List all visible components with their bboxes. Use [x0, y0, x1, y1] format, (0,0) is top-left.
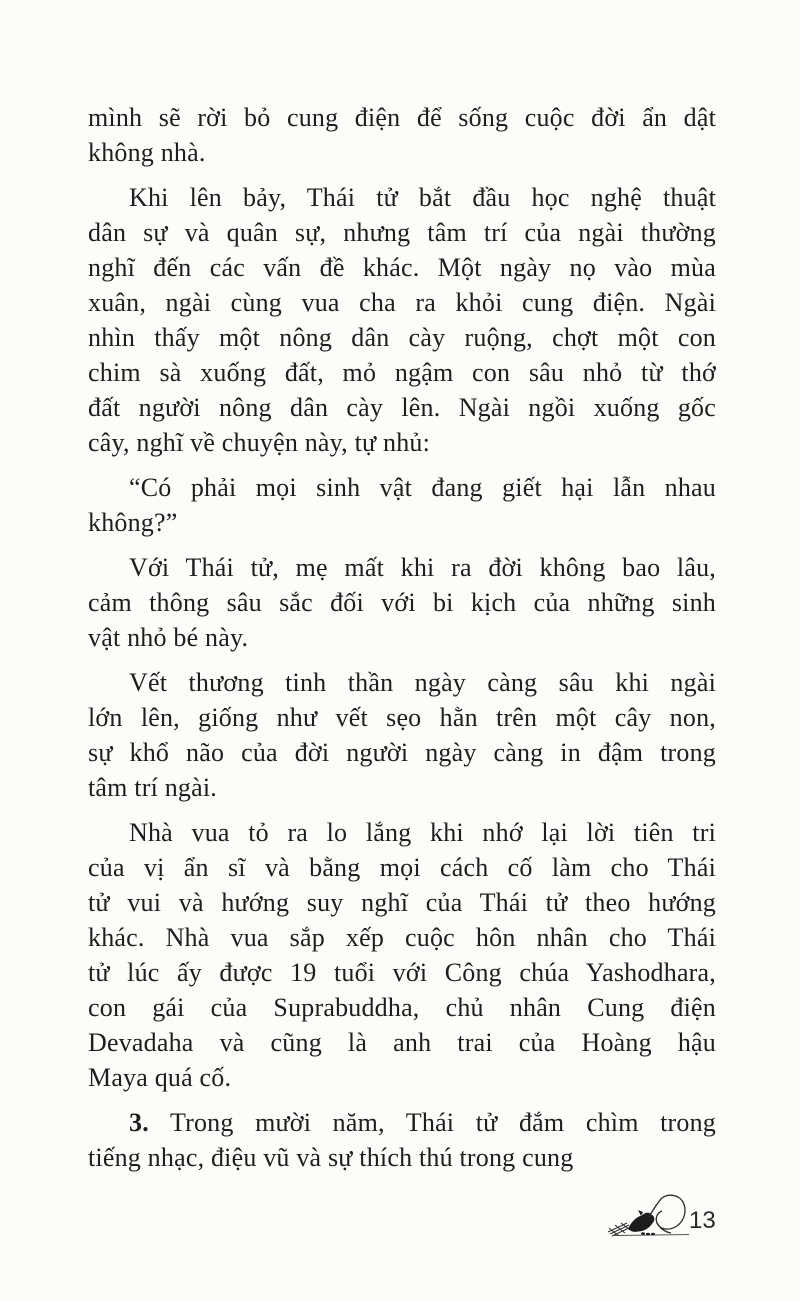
text-line: chim sà xuống đất, mỏ ngậm con sâu nhỏ từ thớ	[88, 358, 716, 387]
text-line: Với Thái tử, mẹ mất khi ra đời không bao lâu,	[129, 553, 716, 582]
text-line: của vị ẩn sĩ và bằng mọi cách cố làm cho Thái	[88, 853, 716, 882]
text-line: cảm thông sâu sắc đối với bi kịch của những sinh	[88, 588, 716, 617]
text-line: Maya quá cố.	[88, 1063, 232, 1092]
text-line: vật nhỏ bé này.	[88, 623, 249, 652]
text-line: Nhà vua tỏ ra lo lắng khi nhớ lại lời tiên tri	[129, 818, 716, 847]
text-line: Devadaha và cũng là anh trai của Hoàng hậu	[88, 1028, 716, 1057]
text-line: con gái của Suprabuddha, chủ nhân Cung điện	[88, 993, 716, 1022]
text-line: sự khổ não của đời người ngày càng in đậm trong	[88, 738, 716, 767]
paragraph	[88, 180, 716, 460]
text-line	[88, 1105, 716, 1140]
hatched-mat	[608, 1223, 631, 1236]
paragraph	[88, 100, 716, 170]
text-line: nghĩ đến các vấn đề khác. Một ngày nọ vào mùa	[88, 253, 716, 282]
section-number: 3.	[129, 1108, 149, 1137]
text-line: khác. Nhà vua sắp xếp cuộc hôn nhân cho Thái	[88, 923, 716, 952]
text-line: tử lúc ấy được 19 tuổi với Công chúa Yashodhara,	[88, 958, 716, 987]
text-line: “Có phải mọi sinh vật đang giết hại lẫn nhau	[129, 473, 716, 502]
text-line: cây, nghĩ về chuyện này, tự nhủ:	[88, 428, 431, 457]
paragraph	[88, 815, 716, 1095]
text-line: mình sẽ rời bỏ cung điện để sống cuộc đời ẩn dật	[88, 103, 716, 132]
text-line: lớn lên, giống như vết sẹo hằn trên một cây non,	[88, 703, 716, 732]
text-line-content: Trong mười năm, Thái tử đắm chìm trong	[169, 1108, 717, 1137]
text-line: nhìn thấy một nông dân cày ruộng, chợt một con	[88, 323, 716, 352]
text-line: không nhà.	[88, 138, 206, 167]
text-line: xuân, ngài cùng vua cha ra khỏi cung điện. Ngài	[88, 288, 716, 317]
reclining-figure-sketch-icon	[605, 1192, 691, 1244]
paragraph	[88, 665, 716, 805]
text-line: tâm trí ngài.	[88, 773, 217, 802]
body-text	[88, 100, 716, 1175]
paragraph	[88, 550, 716, 655]
text-line: đất người nông dân cày lên. Ngài ngồi xuống gốc	[88, 393, 716, 422]
text-line: Khi lên bảy, Thái tử bắt đầu học nghệ thuật	[129, 183, 716, 212]
text-line: tử vui và hướng suy nghĩ của Thái tử theo hướng	[88, 888, 716, 917]
rod-and-loop	[649, 1195, 685, 1233]
text-line: Vết thương tinh thần ngày càng sâu khi ngài	[129, 668, 716, 697]
text-line: dân sự và quân sự, nhưng tâm trí của ngài thường	[88, 218, 716, 247]
paragraph	[88, 1105, 716, 1175]
ground-line	[613, 1235, 689, 1236]
text-line: không?”	[88, 508, 178, 537]
page-number: 13	[689, 1207, 716, 1234]
paragraph	[88, 470, 716, 540]
text-line: tiếng nhạc, điệu vũ và sự thích thú trong cung	[88, 1143, 574, 1172]
